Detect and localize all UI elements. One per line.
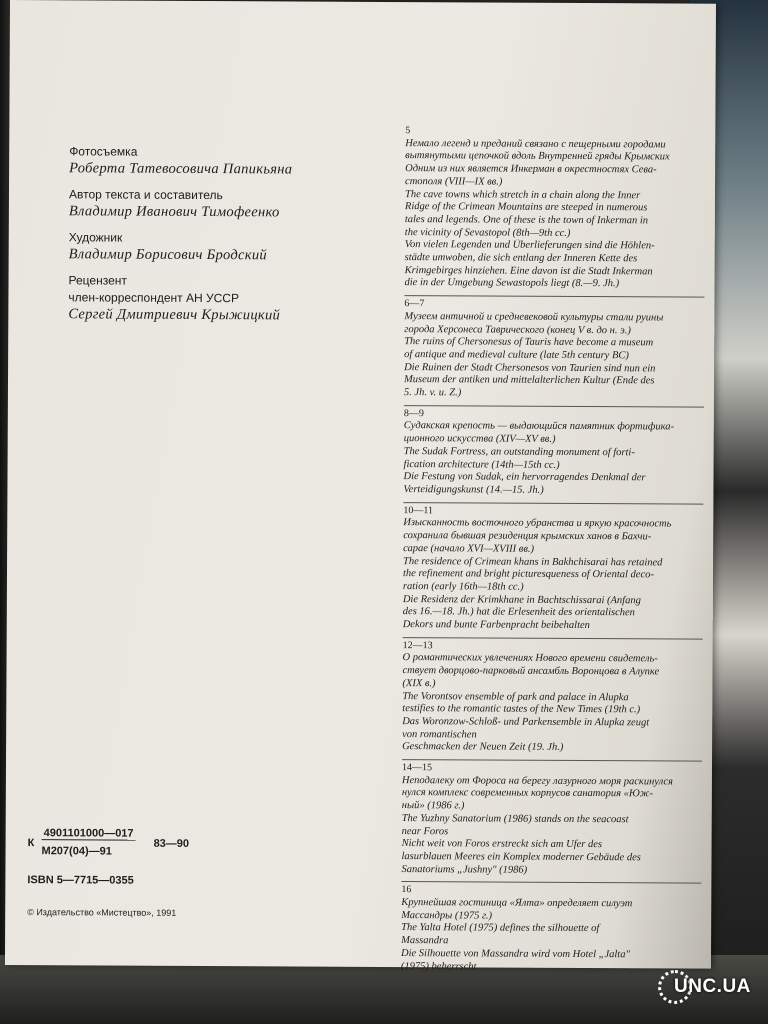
caption-page-number: 6—7 [404,298,425,310]
caption-line: Museum der antiken und mittelalterlichen Kultur (Ende des [403,374,655,387]
caption-line: Одним из них является Инкерман в окрестностях Сева- [405,163,657,176]
caption-line: Verteidigungskunst (14.—15. Jh.) [403,484,544,496]
caption-page-number: 12—13 [402,639,433,651]
watermark-text: UNC.UA [674,976,751,997]
caption-line: Крупнейшая гостиница «Ялта» определяет силуэт [401,897,633,910]
caption-line: Судакская крепость — выдающийся памятник фортифика- [403,420,675,433]
caption-line: ствует дворцово-парковый ансамбль Воронцова в Алупке [402,665,660,678]
caption-line: The residence of Crimean khans in Bakhchisarai has retained [403,555,663,568]
caption-line: Nicht weit von Foros erstreckt sich am Ufer des [401,838,603,851]
caption-line: The Yalta Hotel (1975) defines the silhouette of [401,922,600,935]
caption-line: Dekors und bunte Farbenpracht beibehalten [402,619,590,632]
photo-captions [401,123,705,980]
caption-line: the vicinity of Sevastopol (8th—9th cc.) [404,226,571,239]
caption-line: О романтических увлечениях Нового времени свидетель- [402,652,658,665]
credit-role-detail: член-корреспондент АН УССР [68,290,240,306]
caption-line: сарае (начало XVI—XVIII вв.) [403,542,535,555]
caption-line: вытянутыми цепочкой вдоль Внутренней гряды Крымских [405,150,670,163]
caption-line: ный» (1986 г.) [401,800,465,812]
caption-page-number: 14—15 [401,762,433,774]
credit-person: Сергей Дмитриевич Крыжицкий [68,306,281,324]
copyright: © Издательство «Мистецтво», 1991 [27,907,177,918]
caption-line: of antique and medieval culture (late 5th century BC) [404,349,629,362]
caption-line: Массандры (1975 г.) [401,909,493,922]
credit-role: Рецензент [68,273,127,288]
caption-line: Von vielen Legenden und Überlieferungen sind die Höhlen- [404,239,655,252]
watermark [656,964,766,1020]
book-page [5,0,716,973]
catalog-numerator: 4901101000—017 [42,827,136,840]
caption-line: the refinement and bright picturesqueness of Oriental deco- [402,568,654,581]
caption-page-number: 16 [401,884,412,896]
caption-line: Die Silhouette von Massandra wird vom Hotel „Jalta" [400,947,630,961]
caption-line: Die Residenz der Krimkhane in Bachtschissarai (Anfang [402,593,641,606]
caption-line: near Foros [401,825,449,837]
caption-line: Sanatoriums „Jushny" (1986) [401,863,528,876]
caption-line: Massandra [401,935,449,947]
caption-line: The Vorontsov ensemble of park and palace in Alupka [402,690,629,703]
caption-line: (XIX в.) [402,677,436,690]
credit-person: Владимир Иванович Тимофеенко [68,203,280,221]
caption-entry [402,637,703,756]
credit-role: Фотосъемка [69,144,138,159]
caption-line: The cave towns which stretch in a chain along the Inner [404,188,641,201]
caption-page-number: 8—9 [403,407,424,419]
credit-person: Владимир Борисович Бродский [68,246,268,264]
caption-line: города Херсонеса Таврического (конец V в. до н. э.) [404,323,631,336]
caption-line: des 16.—18. Jh.) hat die Erlesenheit des orientalischen [402,606,635,619]
caption-page-number: 10—11 [403,504,434,516]
caption-entry [401,759,702,878]
caption-entry [403,502,704,634]
caption-line: Die Festung von Sudak, ein hervorragendes Denkmal der [403,471,646,484]
caption-line: Geschmacken der Neuen Zeit (19. Jh.) [402,741,564,754]
isbn: ISBN 5—7715—0355 [27,874,134,887]
caption-line: von romantischen [402,728,477,741]
caption-line: tales and legends. One of these is the town of Inkerman in [404,213,649,227]
caption-entry [403,405,703,498]
caption-page-number: 5 [405,125,411,137]
caption-line: Das Woronzow-Schloß- und Parkensemble in Alupka zeugt [402,716,650,729]
caption-entry [401,881,701,974]
caption-line: 5. Jh. v. u. Z.) [403,387,462,399]
caption-line: ration (early 16th—18th cc.) [402,580,524,593]
caption-line: testifies to the romantic tastes of the New Times (19th c.) [402,703,641,716]
caption-line: städte umwoben, die sich entlang der Inneren Kette des [404,252,638,265]
caption-line: fication architecture (14th—15th cc.) [403,458,560,471]
catalog-letter: К [27,837,35,850]
caption-line: (1975) beherrscht [400,960,477,973]
caption-entry [404,123,705,292]
caption-entry [404,295,705,401]
caption-line: Неподалеку от Фороса на берегу лазурного моря раскинулся [401,774,673,788]
caption-line: нулся комплекс современных корпусов санатория «Юж- [401,787,654,800]
caption-line: стополя (VIII—IX вв.) [405,175,503,188]
caption-line: The ruins of Chersonesus of Tauris have become a museum [404,336,654,349]
caption-line: сохранила бывшая резиденция крымских ханов в Бахчи- [403,530,652,543]
catalog-side: 83—90 [153,837,190,850]
caption-line: The Yuzhny Sanatorium (1986) stands on the seacoast [401,812,629,826]
caption-line: Изысканность восточного убранства и яркую красочность [403,517,672,530]
caption-line: Krimgebirges hinziehen. Eine davon ist die Stadt Inkerman [404,264,653,278]
credits-block [68,143,399,325]
catalog-denominator: М207(04)—91 [41,845,112,858]
caption-line: Музеем античной и средневековой культуры стали руины [404,310,664,324]
caption-line: ционного искусства (XIV—XV вв.) [403,433,556,446]
caption-line: The Sudak Fortress, an outstanding monument of forti- [403,445,635,459]
credit-role: Художник [68,230,123,245]
credit-person: Роберта Татевосовича Папикьяна [69,160,293,178]
credit-role: Автор текста и составитель [68,187,223,203]
caption-line: lasurblauen Meeres ein Komplex moderner Gebäude des [401,851,641,864]
caption-line: Немало легенд и преданий связано с пещерными городами [405,137,666,151]
caption-line: Ridge of the Crimean Mountains are steeped in numerous [404,201,648,214]
caption-line: Die Ruinen der Stadt Chersonesos von Taurien sind nun ein [404,361,656,375]
caption-line: die in der Umgebung Sewastopols liegt (8.—9. Jh.) [404,277,620,290]
